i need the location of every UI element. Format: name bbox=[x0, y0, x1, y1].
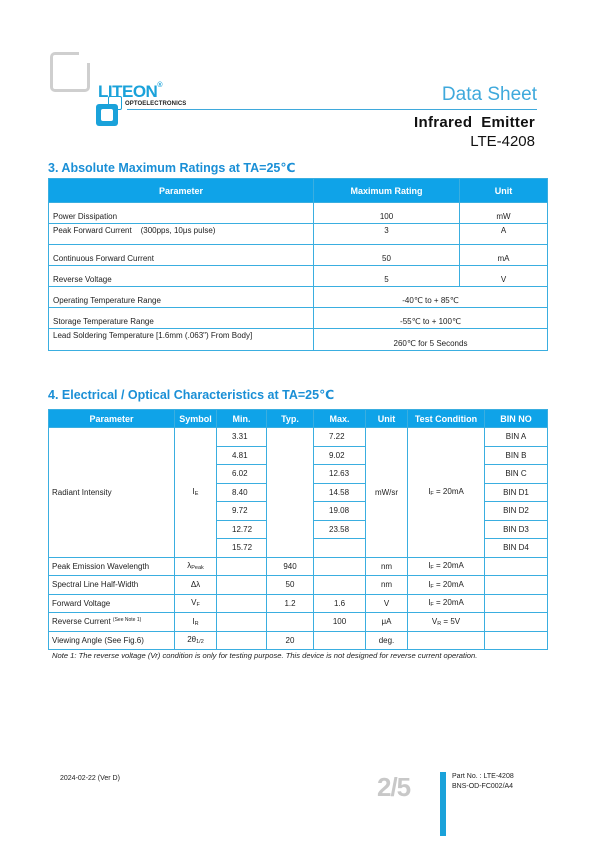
min-cell bbox=[217, 557, 267, 576]
bin-cell: BIN A bbox=[485, 428, 548, 447]
symbol-cell: IR bbox=[175, 613, 217, 632]
min-cell: 3.31 bbox=[217, 428, 267, 447]
table-row bbox=[49, 613, 548, 632]
bin-cell bbox=[485, 594, 548, 613]
param-cell: Continuous Forward Current bbox=[49, 245, 314, 266]
section-abs-max-title: 3. Absolute Maximum Ratings at TA=25℃ bbox=[48, 161, 296, 175]
typ-cell: 940 bbox=[267, 557, 314, 576]
col-header-unit: Unit bbox=[460, 179, 548, 203]
logo-blue-square bbox=[96, 104, 118, 126]
min-cell: 8.40 bbox=[217, 483, 267, 502]
unit-cell: mW/sr bbox=[366, 428, 408, 558]
table-row bbox=[49, 557, 548, 576]
table-row bbox=[49, 428, 548, 447]
table-row bbox=[49, 245, 548, 266]
col-header-test-condition: Test Condition bbox=[408, 410, 485, 428]
unit-cell: nm bbox=[366, 557, 408, 576]
footer-doc-no: BNS-OD-FC002/A4 bbox=[452, 783, 514, 790]
table-row bbox=[49, 594, 548, 613]
table-row bbox=[49, 631, 548, 650]
max-cell bbox=[314, 557, 366, 576]
param-cell: Power Dissipation bbox=[49, 203, 314, 224]
max-cell: 7.22 bbox=[314, 428, 366, 447]
typ-cell: 1.2 bbox=[267, 594, 314, 613]
unit-cell: A bbox=[460, 224, 548, 245]
min-cell: 6.02 bbox=[217, 465, 267, 484]
rating-cell: 5 bbox=[314, 266, 460, 287]
condition-cell bbox=[408, 631, 485, 650]
max-cell: 14.58 bbox=[314, 483, 366, 502]
section-electrical-title: 4. Electrical / Optical Characteristics at TA=25℃ bbox=[48, 388, 335, 402]
max-cell: 100 bbox=[314, 613, 366, 632]
rating-cell: 3 bbox=[314, 224, 460, 245]
typ-cell bbox=[267, 428, 314, 558]
typ-cell: 20 bbox=[267, 631, 314, 650]
col-header-parameter: Parameter bbox=[49, 410, 175, 428]
table-row bbox=[49, 287, 548, 308]
symbol-cell: VF bbox=[175, 594, 217, 613]
min-cell: 9.72 bbox=[217, 502, 267, 521]
col-header-min: Min. bbox=[217, 410, 267, 428]
param-cell: Spectral Line Half-Width bbox=[49, 576, 175, 595]
doc-type-title: Data Sheet bbox=[441, 84, 537, 105]
bin-cell: BIN D1 bbox=[485, 483, 548, 502]
col-header-max-rating: Maximum Rating bbox=[314, 179, 460, 203]
symbol-cell: 2θ1/2 bbox=[175, 631, 217, 650]
table-row bbox=[49, 329, 548, 351]
param-cell: Lead Soldering Temperature [1.6mm (.063") From Body] bbox=[49, 329, 314, 351]
symbol-cell: λPeak bbox=[175, 557, 217, 576]
col-header-typ: Typ. bbox=[267, 410, 314, 428]
col-header-symbol: Symbol bbox=[175, 410, 217, 428]
min-cell: 12.72 bbox=[217, 520, 267, 539]
param-cell: Reverse Voltage bbox=[49, 266, 314, 287]
min-cell: 15.72 bbox=[217, 539, 267, 558]
max-cell bbox=[314, 576, 366, 595]
rating-cell: 260℃ for 5 Seconds bbox=[314, 329, 548, 351]
electrical-table bbox=[48, 409, 548, 650]
param-cell: Forward Voltage bbox=[49, 594, 175, 613]
param-cell: Storage Temperature Range bbox=[49, 308, 314, 329]
bin-cell: BIN D3 bbox=[485, 520, 548, 539]
col-header-unit: Unit bbox=[366, 410, 408, 428]
bin-cell: BIN C bbox=[485, 465, 548, 484]
max-cell: 23.58 bbox=[314, 520, 366, 539]
unit-cell: nm bbox=[366, 576, 408, 595]
unit-cell: mW bbox=[460, 203, 548, 224]
condition-cell: IF = 20mA bbox=[408, 594, 485, 613]
col-header-max: Max. bbox=[314, 410, 366, 428]
bin-cell bbox=[485, 613, 548, 632]
page-number: 2/5 bbox=[377, 772, 411, 802]
col-header-bin-no: BIN NO bbox=[485, 410, 548, 428]
unit-cell: deg. bbox=[366, 631, 408, 650]
unit-cell: mA bbox=[460, 245, 548, 266]
rating-cell: -40℃ to + 85℃ bbox=[314, 287, 548, 308]
condition-cell: IF = 20mA bbox=[408, 576, 485, 595]
unit-cell: V bbox=[460, 266, 548, 287]
bin-cell bbox=[485, 576, 548, 595]
table-header-row bbox=[49, 179, 548, 203]
part-number-title: LTE-4208 bbox=[470, 133, 535, 150]
footer-part-no: Part No. : LTE-4208 bbox=[452, 773, 514, 780]
revision-date: 2024-02-22 (Ver D) bbox=[60, 775, 120, 782]
bin-cell: BIN D2 bbox=[485, 502, 548, 521]
rating-cell: -55℃ to + 100℃ bbox=[314, 308, 548, 329]
max-cell: 19.08 bbox=[314, 502, 366, 521]
unit-cell: μA bbox=[366, 613, 408, 632]
param-cell: Viewing Angle (See Fig.6) bbox=[49, 631, 175, 650]
param-cell: Peak Forward Current (300pps, 10μs pulse) bbox=[49, 224, 314, 245]
min-cell bbox=[217, 613, 267, 632]
header-divider bbox=[127, 109, 537, 110]
reverse-voltage-note: Note 1: The reverse voltage (Vr) condition is only for testing purpose. This device is not designed for reverse current operation. bbox=[52, 651, 478, 660]
max-cell: 9.02 bbox=[314, 446, 366, 465]
min-cell bbox=[217, 594, 267, 613]
max-cell bbox=[314, 631, 366, 650]
typ-cell: 50 bbox=[267, 576, 314, 595]
bin-cell bbox=[485, 557, 548, 576]
rating-cell: 100 bbox=[314, 203, 460, 224]
bin-cell: BIN D4 bbox=[485, 539, 548, 558]
col-header-parameter: Parameter bbox=[49, 179, 314, 203]
logo-subtitle: OPTOELECTRONICS bbox=[125, 101, 187, 107]
rating-cell: 50 bbox=[314, 245, 460, 266]
table-row bbox=[49, 266, 548, 287]
footer-part-info bbox=[452, 772, 514, 792]
typ-cell bbox=[267, 613, 314, 632]
table-header-row bbox=[49, 410, 548, 428]
table-row bbox=[49, 308, 548, 329]
max-cell bbox=[314, 539, 366, 558]
min-cell bbox=[217, 631, 267, 650]
logo-brand-text: LITEON® bbox=[98, 82, 163, 101]
min-cell: 4.81 bbox=[217, 446, 267, 465]
table-row bbox=[49, 224, 548, 245]
condition-cell: IF = 20mA bbox=[408, 428, 485, 558]
param-cell: Reverse Current $^{(See Note 1)}$ bbox=[49, 613, 175, 632]
symbol-cell: IE bbox=[175, 428, 217, 558]
bin-cell: BIN B bbox=[485, 446, 548, 465]
unit-cell: V bbox=[366, 594, 408, 613]
param-cell: Peak Emission Wavelength bbox=[49, 557, 175, 576]
param-cell: Operating Temperature Range bbox=[49, 287, 314, 308]
max-cell: 1.6 bbox=[314, 594, 366, 613]
symbol-cell: Δλ bbox=[175, 576, 217, 595]
min-cell bbox=[217, 576, 267, 595]
logo-outline-square bbox=[50, 52, 90, 92]
table-row bbox=[49, 576, 548, 595]
max-cell: 12.63 bbox=[314, 465, 366, 484]
footer-accent-bar bbox=[440, 772, 446, 836]
bin-cell bbox=[485, 631, 548, 650]
abs-max-table bbox=[48, 178, 548, 351]
param-cell: Radiant Intensity bbox=[49, 428, 175, 558]
liteon-logo bbox=[50, 52, 190, 130]
product-name: Infrared Emitter bbox=[414, 114, 535, 131]
condition-cell: VR = 5V bbox=[408, 613, 485, 632]
table-row bbox=[49, 203, 548, 224]
condition-cell: IF = 20mA bbox=[408, 557, 485, 576]
